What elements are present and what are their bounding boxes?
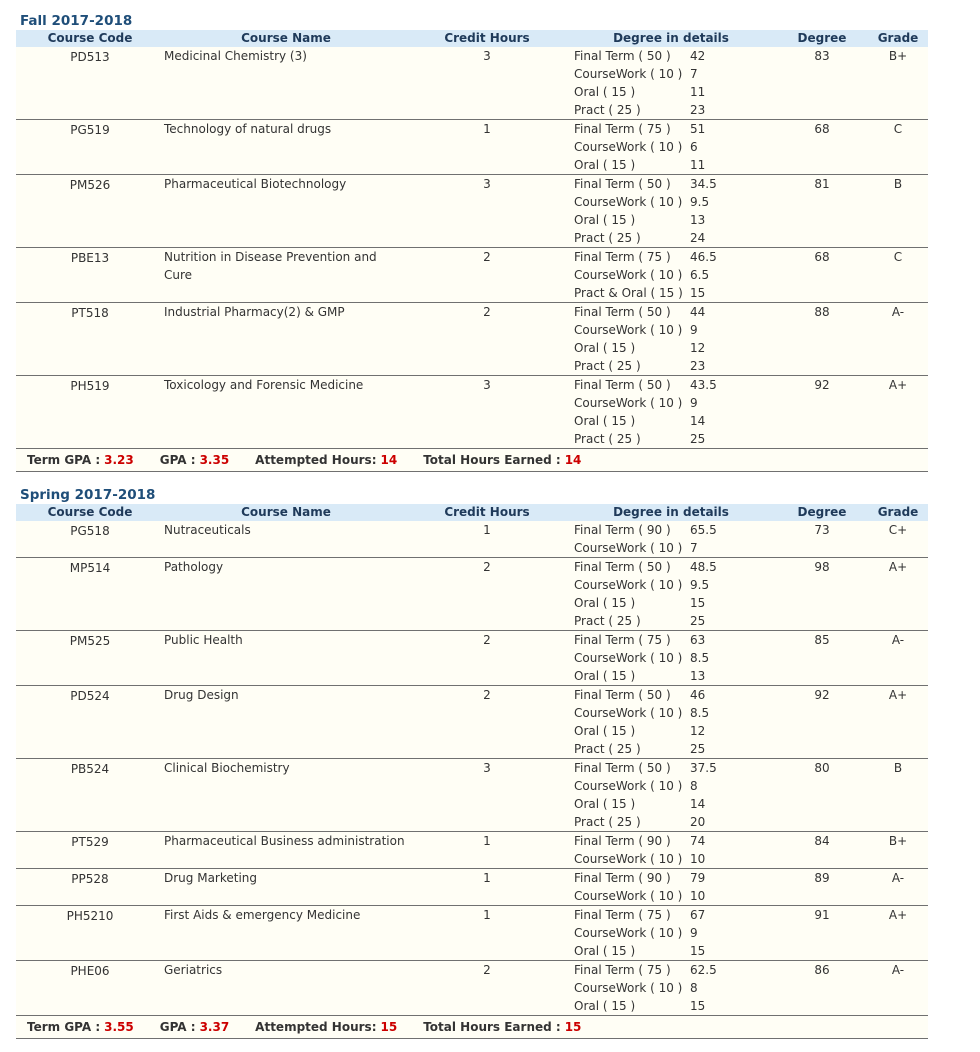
degree-detail-line (566, 521, 776, 539)
detail-score: 9.5 (690, 195, 710, 209)
semester-section (16, 12, 928, 472)
degree: 68 (776, 248, 868, 303)
course-code: PP528 (16, 869, 164, 906)
detail-score: 12 (690, 341, 706, 355)
table-row (16, 832, 928, 869)
detail-score: 10 (690, 852, 706, 866)
detail-score: 9 (690, 323, 698, 337)
detail-score: 51 (690, 122, 706, 136)
degree-detail-line (566, 576, 776, 594)
header-degree-details: Degree in details (613, 31, 729, 45)
detail-component: Oral ( 15 ) (574, 341, 636, 355)
table-row (16, 248, 928, 303)
grades-table (16, 30, 928, 472)
credit-hours: 3 (408, 47, 566, 120)
header-credit-hours: Credit Hours (444, 505, 530, 519)
degree-detail-line (566, 850, 776, 868)
course-name: Drug Marketing (164, 869, 408, 906)
table-row (16, 47, 928, 120)
credit-hours: 3 (408, 175, 566, 248)
course-name: Nutrition in Disease Prevention and Cure (164, 248, 408, 303)
grade: C (868, 248, 928, 303)
degree-details (566, 248, 776, 303)
table-row (16, 376, 928, 449)
degree-detail-line (566, 539, 776, 557)
detail-score: 9.5 (690, 578, 710, 592)
detail-score: 15 (690, 944, 706, 958)
grades-table (16, 504, 928, 1039)
detail-component: Pract ( 25 ) (574, 742, 641, 756)
detail-score: 43.5 (690, 378, 717, 392)
degree-detail-line (566, 284, 776, 302)
course-name: Industrial Pharmacy(2) & GMP (164, 303, 408, 376)
header-course-code: Course Code (47, 31, 133, 45)
detail-component: CourseWork ( 10 ) (574, 926, 683, 940)
degree-details (566, 631, 776, 686)
table-row (16, 686, 928, 759)
detail-component: Final Term ( 75 ) (574, 250, 671, 264)
detail-component: Final Term ( 50 ) (574, 305, 671, 319)
degree-detail-line (566, 303, 776, 321)
degree: 92 (776, 686, 868, 759)
degree-detail-line (566, 193, 776, 211)
degree: 86 (776, 961, 868, 1016)
gpa-label: GPA : (159, 1020, 196, 1034)
detail-score: 15 (690, 286, 706, 300)
degree-details (566, 869, 776, 906)
degree: 85 (776, 631, 868, 686)
detail-score: 46.5 (690, 250, 717, 264)
header-course-code: Course Code (47, 505, 133, 519)
detail-score: 25 (690, 742, 706, 756)
detail-score: 48.5 (690, 560, 717, 574)
degree-detail-line (566, 979, 776, 997)
credit-hours: 2 (408, 686, 566, 759)
degree-detail-line (566, 211, 776, 229)
table-row (16, 521, 928, 558)
detail-score: 63 (690, 633, 706, 647)
detail-component: CourseWork ( 10 ) (574, 651, 683, 665)
semester-summary (17, 450, 927, 470)
course-code: PT529 (16, 832, 164, 869)
detail-component: Oral ( 15 ) (574, 213, 636, 227)
detail-score: 14 (690, 414, 706, 428)
detail-component: Final Term ( 75 ) (574, 963, 671, 977)
degree: 73 (776, 521, 868, 558)
attempted-hours-label: Attempted Hours: (255, 453, 377, 467)
degree-detail-line (566, 667, 776, 685)
course-name: Pharmaceutical Business administration (164, 832, 408, 869)
detail-component: CourseWork ( 10 ) (574, 396, 683, 410)
grade: A+ (868, 906, 928, 961)
degree-details (566, 303, 776, 376)
credit-hours: 2 (408, 961, 566, 1016)
degree-details (566, 686, 776, 759)
detail-component: Final Term ( 90 ) (574, 834, 671, 848)
detail-score: 15 (690, 999, 706, 1013)
degree-detail-line (566, 120, 776, 138)
degree-details (566, 120, 776, 175)
detail-score: 9 (690, 396, 698, 410)
detail-component: Final Term ( 50 ) (574, 49, 671, 63)
degree-detail-line (566, 649, 776, 667)
detail-score: 42 (690, 49, 706, 63)
degree-detail-line (566, 229, 776, 247)
table-row (16, 869, 928, 906)
course-code: PH5210 (16, 906, 164, 961)
degree-detail-line (566, 612, 776, 630)
credit-hours: 2 (408, 248, 566, 303)
degree-detail-line (566, 832, 776, 850)
course-code: PG519 (16, 120, 164, 175)
detail-component: Oral ( 15 ) (574, 724, 636, 738)
course-code: MP514 (16, 558, 164, 631)
table-row (16, 759, 928, 832)
degree-details (566, 832, 776, 869)
detail-component: Pract ( 25 ) (574, 614, 641, 628)
detail-score: 13 (690, 669, 706, 683)
detail-score: 24 (690, 231, 706, 245)
degree-detail-line (566, 961, 776, 979)
header-credit-hours: Credit Hours (444, 31, 530, 45)
header-grade: Grade (877, 31, 919, 45)
degree-detail-line (566, 83, 776, 101)
detail-score: 8.5 (690, 706, 710, 720)
term-gpa-value: 3.23 (104, 453, 134, 467)
detail-score: 10 (690, 889, 706, 903)
degree-detail-line (566, 101, 776, 119)
table-header-row (16, 504, 928, 521)
degree: 68 (776, 120, 868, 175)
detail-component: Final Term ( 50 ) (574, 688, 671, 702)
total-hours-earned-value: 15 (564, 1020, 582, 1034)
credit-hours: 1 (408, 521, 566, 558)
header-course-name: Course Name (241, 31, 331, 45)
detail-component: CourseWork ( 10 ) (574, 67, 683, 81)
detail-score: 9 (690, 926, 698, 940)
detail-score: 7 (690, 541, 698, 555)
degree-details (566, 175, 776, 248)
grade: A- (868, 303, 928, 376)
detail-score: 74 (690, 834, 706, 848)
degree: 80 (776, 759, 868, 832)
detail-component: CourseWork ( 10 ) (574, 140, 683, 154)
course-list (16, 47, 928, 449)
detail-component: Oral ( 15 ) (574, 414, 636, 428)
table-row (16, 303, 928, 376)
course-name: Clinical Biochemistry (164, 759, 408, 832)
detail-score: 13 (690, 213, 706, 227)
gpa-label: GPA : (159, 453, 196, 467)
grade: B+ (868, 47, 928, 120)
header-grade: Grade (877, 505, 919, 519)
detail-score: 6.5 (690, 268, 710, 282)
grade: A- (868, 631, 928, 686)
detail-score: 6 (690, 140, 698, 154)
degree-detail-line (566, 594, 776, 612)
course-name: Geriatrics (164, 961, 408, 1016)
total-hours-earned-label: Total Hours Earned : (423, 1020, 561, 1034)
credit-hours: 1 (408, 906, 566, 961)
table-row (16, 631, 928, 686)
course-name: Pathology (164, 558, 408, 631)
credit-hours: 1 (408, 869, 566, 906)
detail-component: Pract ( 25 ) (574, 815, 641, 829)
grade: B (868, 175, 928, 248)
table-row (16, 961, 928, 1016)
degree-detail-line (566, 686, 776, 704)
total-hours-earned-value: 14 (564, 453, 582, 467)
detail-score: 11 (690, 85, 706, 99)
course-code: PM526 (16, 175, 164, 248)
detail-component: Pract & Oral ( 15 ) (574, 286, 683, 300)
degree-details (566, 558, 776, 631)
detail-component: Oral ( 15 ) (574, 944, 636, 958)
detail-score: 15 (690, 596, 706, 610)
grade: C (868, 120, 928, 175)
detail-component: CourseWork ( 10 ) (574, 779, 683, 793)
detail-score: 34.5 (690, 177, 717, 191)
detail-component: Final Term ( 50 ) (574, 761, 671, 775)
degree-details (566, 521, 776, 558)
course-name: Technology of natural drugs (164, 120, 408, 175)
degree-detail-line (566, 430, 776, 448)
grade: A- (868, 869, 928, 906)
degree-detail-line (566, 740, 776, 758)
degree-detail-line (566, 321, 776, 339)
degree: 92 (776, 376, 868, 449)
detail-component: Pract ( 25 ) (574, 359, 641, 373)
detail-score: 8 (690, 779, 698, 793)
detail-component: CourseWork ( 10 ) (574, 981, 683, 995)
credit-hours: 3 (408, 759, 566, 832)
degree-detail-line (566, 412, 776, 430)
detail-score: 23 (690, 359, 706, 373)
course-code: PH519 (16, 376, 164, 449)
detail-score: 44 (690, 305, 706, 319)
detail-component: Oral ( 15 ) (574, 669, 636, 683)
degree: 91 (776, 906, 868, 961)
grade: A- (868, 961, 928, 1016)
detail-component: Pract ( 25 ) (574, 231, 641, 245)
degree-detail-line (566, 759, 776, 777)
detail-component: Oral ( 15 ) (574, 596, 636, 610)
detail-component: Final Term ( 90 ) (574, 871, 671, 885)
degree-detail-line (566, 558, 776, 576)
term-gpa-label: Term GPA : (27, 1020, 101, 1034)
detail-score: 62.5 (690, 963, 717, 977)
semester-summary-row (16, 449, 928, 472)
degree-detail-line (566, 813, 776, 831)
degree-details (566, 961, 776, 1016)
detail-score: 8.5 (690, 651, 710, 665)
degree: 83 (776, 47, 868, 120)
grade: C+ (868, 521, 928, 558)
degree-detail-line (566, 906, 776, 924)
degree-detail-line (566, 339, 776, 357)
detail-component: Final Term ( 50 ) (574, 177, 671, 191)
table-header-row (16, 30, 928, 47)
detail-score: 14 (690, 797, 706, 811)
detail-component: Oral ( 15 ) (574, 999, 636, 1013)
detail-score: 11 (690, 158, 706, 172)
term-gpa-value: 3.55 (104, 1020, 134, 1034)
degree-details (566, 906, 776, 961)
header-degree-details: Degree in details (613, 505, 729, 519)
course-code: PHE06 (16, 961, 164, 1016)
degree-detail-line (566, 156, 776, 174)
degree-detail-line (566, 266, 776, 284)
degree-detail-line (566, 997, 776, 1015)
course-name: Public Health (164, 631, 408, 686)
table-row (16, 558, 928, 631)
detail-score: 23 (690, 103, 706, 117)
credit-hours: 2 (408, 631, 566, 686)
detail-component: Final Term ( 75 ) (574, 122, 671, 136)
degree-detail-line (566, 394, 776, 412)
degree-detail-line (566, 175, 776, 193)
detail-component: CourseWork ( 10 ) (574, 706, 683, 720)
course-name: Drug Design (164, 686, 408, 759)
degree: 98 (776, 558, 868, 631)
course-code: PM525 (16, 631, 164, 686)
total-hours-earned-label: Total Hours Earned : (423, 453, 561, 467)
header-course-name: Course Name (241, 505, 331, 519)
detail-score: 12 (690, 724, 706, 738)
detail-score: 37.5 (690, 761, 717, 775)
degree-detail-line (566, 357, 776, 375)
detail-component: Oral ( 15 ) (574, 158, 636, 172)
detail-score: 7 (690, 67, 698, 81)
detail-component: CourseWork ( 10 ) (574, 323, 683, 337)
degree-details (566, 759, 776, 832)
detail-component: Final Term ( 75 ) (574, 908, 671, 922)
detail-component: CourseWork ( 10 ) (574, 578, 683, 592)
table-row (16, 906, 928, 961)
course-name: Nutraceuticals (164, 521, 408, 558)
degree-detail-line (566, 248, 776, 266)
course-code: PG518 (16, 521, 164, 558)
course-code: PD524 (16, 686, 164, 759)
credit-hours: 1 (408, 832, 566, 869)
degree-details (566, 376, 776, 449)
gpa-value: 3.35 (199, 453, 230, 467)
credit-hours: 2 (408, 558, 566, 631)
detail-score: 65.5 (690, 523, 717, 537)
course-name: Toxicology and Forensic Medicine (164, 376, 408, 449)
detail-component: Pract ( 25 ) (574, 432, 641, 446)
degree-detail-line (566, 722, 776, 740)
course-code: PBE13 (16, 248, 164, 303)
degree-detail-line (566, 47, 776, 65)
degree-detail-line (566, 376, 776, 394)
detail-component: Pract ( 25 ) (574, 103, 641, 117)
degree: 89 (776, 869, 868, 906)
detail-component: CourseWork ( 10 ) (574, 541, 683, 555)
credit-hours: 1 (408, 120, 566, 175)
degree: 88 (776, 303, 868, 376)
degree-detail-line (566, 704, 776, 722)
degree-detail-line (566, 138, 776, 156)
degree-detail-line (566, 777, 776, 795)
semester-title: Spring 2017-2018 (20, 487, 156, 503)
course-name: Medicinal Chemistry (3) (164, 47, 408, 120)
attempted-hours-label: Attempted Hours: (255, 1020, 377, 1034)
grade: B (868, 759, 928, 832)
degree: 81 (776, 175, 868, 248)
detail-score: 20 (690, 815, 706, 829)
degree-detail-line (566, 631, 776, 649)
grade: B+ (868, 832, 928, 869)
detail-score: 8 (690, 981, 698, 995)
credit-hours: 2 (408, 303, 566, 376)
semester-title: Fall 2017-2018 (20, 13, 133, 29)
degree-detail-line (566, 65, 776, 83)
gpa-value: 3.37 (199, 1020, 230, 1034)
course-code: PT518 (16, 303, 164, 376)
detail-component: CourseWork ( 10 ) (574, 889, 683, 903)
detail-score: 25 (690, 614, 706, 628)
grade: A+ (868, 558, 928, 631)
degree-details (566, 47, 776, 120)
degree-detail-line (566, 869, 776, 887)
detail-component: Final Term ( 50 ) (574, 378, 671, 392)
degree-detail-line (566, 795, 776, 813)
course-list (16, 521, 928, 1016)
credit-hours: 3 (408, 376, 566, 449)
detail-score: 46 (690, 688, 706, 702)
course-code: PB524 (16, 759, 164, 832)
attempted-hours-value: 15 (380, 1020, 398, 1034)
detail-score: 79 (690, 871, 706, 885)
attempted-hours-value: 14 (380, 453, 398, 467)
semester-summary-row (16, 1016, 928, 1039)
grade: A+ (868, 376, 928, 449)
degree: 84 (776, 832, 868, 869)
course-code: PD513 (16, 47, 164, 120)
semester-summary (17, 1017, 927, 1037)
term-gpa-label: Term GPA : (27, 453, 101, 467)
course-name: Pharmaceutical Biotechnology (164, 175, 408, 248)
table-row (16, 175, 928, 248)
detail-score: 25 (690, 432, 706, 446)
degree-detail-line (566, 887, 776, 905)
detail-component: CourseWork ( 10 ) (574, 195, 683, 209)
detail-component: Final Term ( 75 ) (574, 633, 671, 647)
semester-section (16, 486, 928, 1039)
grade: A+ (868, 686, 928, 759)
detail-component: CourseWork ( 10 ) (574, 852, 683, 866)
detail-component: CourseWork ( 10 ) (574, 268, 683, 282)
detail-score: 67 (690, 908, 706, 922)
course-name: First Aids & emergency Medicine (164, 906, 408, 961)
detail-component: Final Term ( 50 ) (574, 560, 671, 574)
header-degree: Degree (797, 31, 847, 45)
detail-component: Oral ( 15 ) (574, 85, 636, 99)
detail-component: Oral ( 15 ) (574, 797, 636, 811)
table-row (16, 120, 928, 175)
degree-detail-line (566, 924, 776, 942)
header-degree: Degree (797, 505, 847, 519)
degree-detail-line (566, 942, 776, 960)
detail-component: Final Term ( 90 ) (574, 523, 671, 537)
